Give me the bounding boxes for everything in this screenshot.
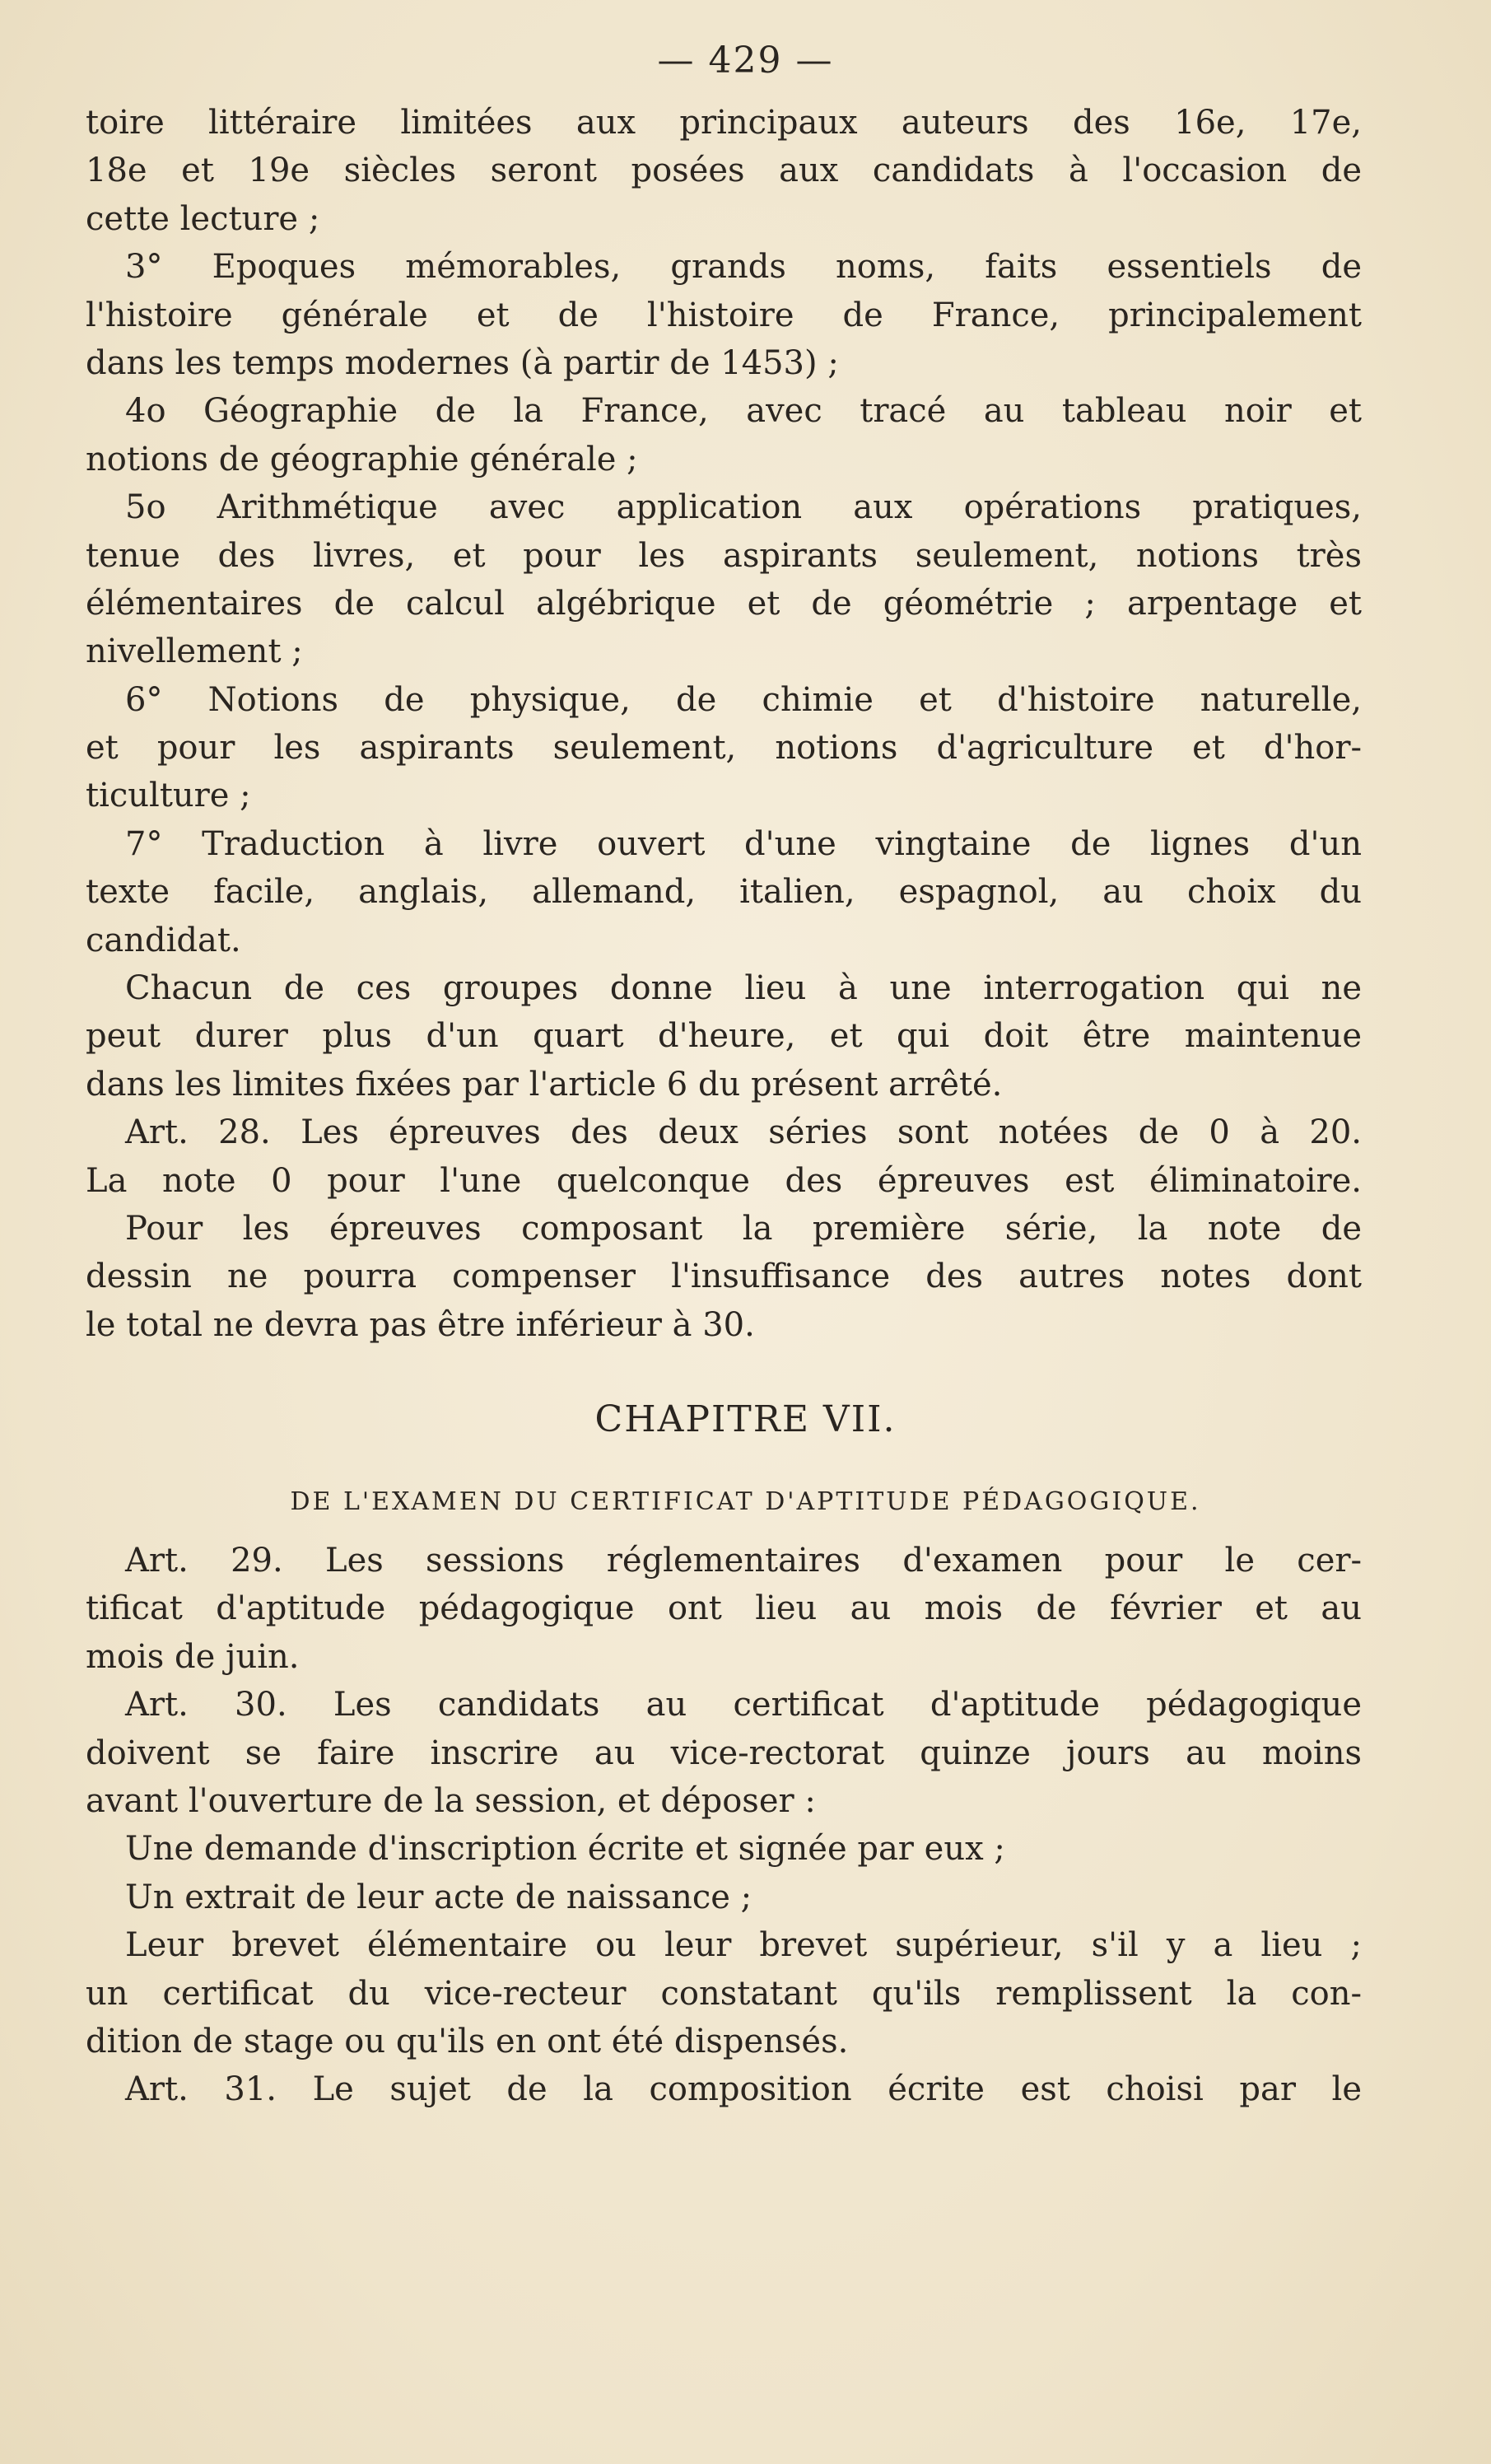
text-line: l'histoire générale et de l'histoire de France, principalement [86,296,1362,334]
text-line: le total ne devra pas être inférieur à 30. [86,1305,755,1344]
chapter-title: CHAPITRE VII. [594,1398,897,1440]
text-line: doivent se faire inscrire au vice-rectorat quinze jours au moins [86,1734,1362,1772]
text-line: mois de juin. [86,1637,300,1676]
text-line: tificat d'aptitude pédagogique ont lieu au mois de février et au [86,1589,1362,1628]
text-line: dessin ne pourra compenser l'insuffisance des autres notes dont [86,1258,1362,1296]
body-text-upper [86,99,1362,1349]
text-line: 6° Notions de physique, de chimie et d'histoire naturelle, [125,680,1362,719]
text-line: cette lecture ; [86,199,320,238]
text-line: peut durer plus d'un quart d'heure, et qui doit être maintenue [86,1017,1362,1056]
text-line: 3° Epoques mémorables, grands noms, faits essentiels de [125,248,1362,287]
text-line: un certificat du vice-recteur constatant qu'ils remplissent la con- [86,1974,1362,2013]
text-line: toire littéraire limitées aux principaux auteurs des 16e, 17e, [86,104,1362,142]
page-number: — 429 — [657,40,834,82]
text-line: texte facile, anglais, allemand, italien, espagnol, au choix du [86,873,1362,912]
text-line: 4o Géographie de la France, avec tracé au tableau noir et [125,392,1362,431]
text-line: élémentaires de calcul algébrique et de géométrie ; arpentage et [86,584,1362,623]
text-line: Art. 29. Les sessions réglementaires d'examen pour le cer- [125,1542,1362,1580]
body-text-lower [86,1537,1362,2114]
text-line: ticulture ; [86,777,251,815]
text-line: dans les temps modernes (à partir de 1453) ; [86,343,839,382]
text-line: candidat. [86,921,241,959]
text-line: 5o Arithmétique avec application aux opérations pratiques, [125,488,1362,527]
text-line: avant l'ouverture de la session, et déposer : [86,1781,816,1820]
text-line: Art. 30. Les candidats au certificat d'aptitude pédagogique [125,1686,1362,1724]
text-line: nivellement ; [86,632,303,671]
text-line: Un extrait de leur acte de naissance ; [125,1878,752,1916]
text-line: tenue des livres, et pour les aspirants seulement, notions très [86,536,1362,575]
text-line: Chacun de ces groupes donne lieu à une interrogation qui ne [125,969,1362,1008]
text-line: Art. 28. Les épreuves des deux séries sont notées de 0 à 20. [125,1113,1362,1152]
text-line: et pour les aspirants seulement, notions d'agriculture et d'hor- [86,729,1362,768]
text-line: 18e et 19e siècles seront posées aux candidats à l'occasion de [86,152,1362,190]
text-line: Une demande d'inscription écrite et signée par eux ; [125,1830,1005,1869]
text-line: 7° Traduction à livre ouvert d'une vingtaine de lignes d'un [125,824,1362,863]
chapter-subtitle: DE L'EXAMEN DU CERTIFICAT D'APTITUDE PÉDAGOGIQUE. [290,1487,1201,1516]
text-line: Art. 31. Le sujet de la composition écrite est choisi par le [125,2070,1362,2109]
text-line: Pour les épreuves composant la première série, la note de [125,1209,1362,1248]
text-line: Leur brevet élémentaire ou leur brevet supérieur, s'il y a lieu ; [125,1926,1362,1965]
text-line: dition de stage ou qu'ils en ont été dispensés. [86,2022,849,2060]
text-line: dans les limites fixées par l'article 6 du présent arrêté. [86,1065,1003,1104]
text-line: La note 0 pour l'une quelconque des épreuves est éliminatoire. [86,1161,1362,1200]
text-line: notions de géographie générale ; [86,440,638,478]
